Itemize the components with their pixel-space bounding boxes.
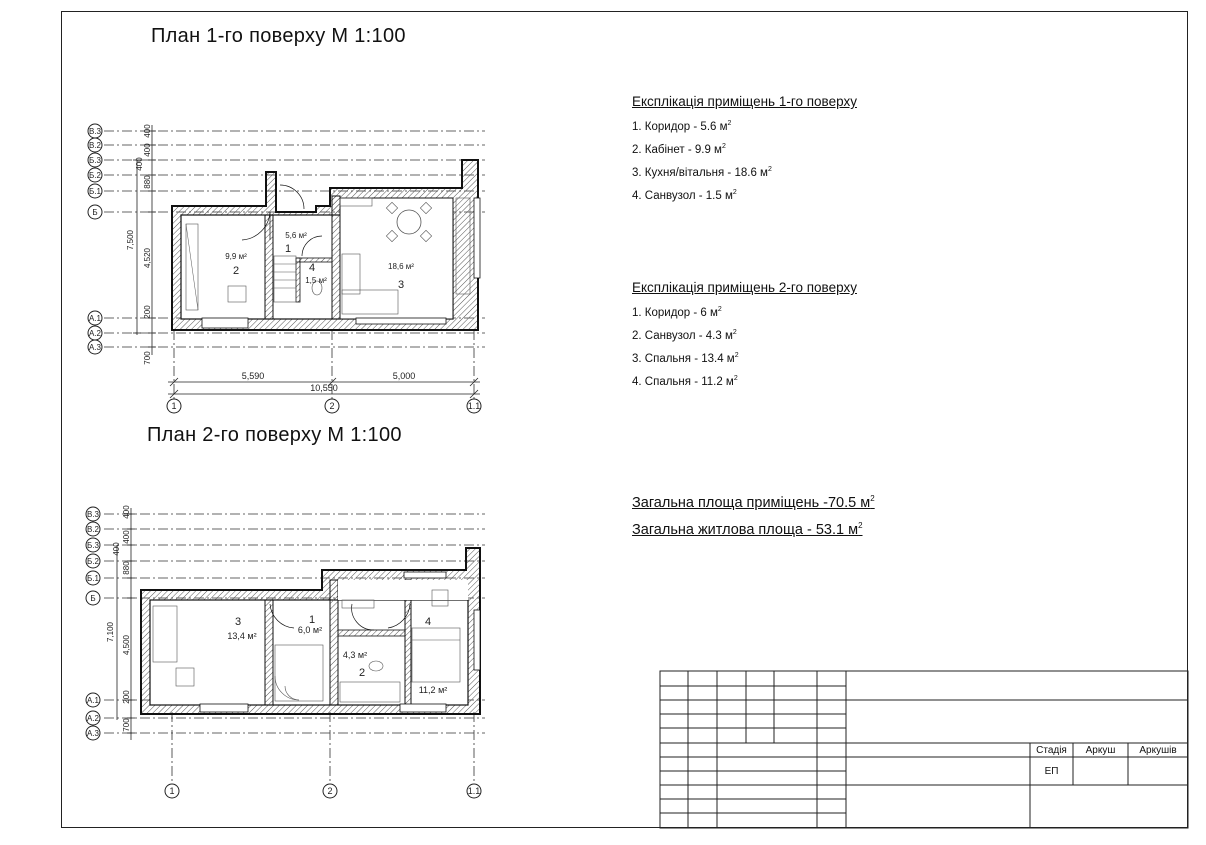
plan2-room4-number: 4 (424, 616, 432, 628)
explication1-item: 2. Кабінет - 9.9 $м^2$ (632, 143, 726, 156)
plan1-room1-area: 5,6 м² (285, 231, 307, 240)
plan1-dim-v6: 4,520 (143, 247, 152, 269)
plan1-axis-label: Б (92, 208, 98, 217)
plan1-room3-number: 3 (397, 279, 405, 291)
plan2-dim-v1: 400 (122, 505, 131, 519)
plan2-axis-bubbles-left (86, 507, 100, 740)
plan2-axis-label: 1 (169, 786, 175, 796)
plan1-room2-number: 2 (232, 265, 240, 277)
plan2-axis-label: В.3 (86, 510, 100, 519)
plan1-axis-label: А.3 (88, 343, 102, 352)
plan2-axis-label: Б.2 (87, 557, 99, 566)
stamp-stage-value: ЕП (1044, 766, 1059, 777)
plan2-axis-label: Б.3 (87, 541, 99, 550)
explication1-item: 3. Кухня/вітальня - 18.6 $м^2$ (632, 166, 772, 179)
plan1-axis-label: Б.1 (89, 187, 101, 196)
plan1-axis-label: Б.3 (89, 156, 101, 165)
plan1-title: План 1-го поверху М 1:100 (151, 25, 406, 47)
plan2-axis-label: А.3 (86, 729, 100, 738)
plan2-room3-area: 13,4 м² (227, 631, 257, 641)
plan1-room3-area: 18,6 м² (388, 262, 414, 271)
plan1-axis-label: 1 (171, 401, 177, 411)
explication2-item: 3. Спальня - 13.4 $м^2$ (632, 352, 739, 365)
plan1-room4-area: 1,5 м² (305, 276, 327, 285)
plan1-axis-label: 1.1 (467, 401, 481, 411)
plan1-dim-v4: 880 (143, 175, 152, 189)
plan2-dim-v8: 700 (122, 718, 131, 732)
plan2-axis-label: В.2 (86, 525, 100, 534)
explication2-heading: Експлікація приміщень 2-го поверху (632, 280, 857, 295)
plan2-dim-v4: 880 (122, 561, 131, 575)
plan1-axis-label: Б.2 (89, 171, 101, 180)
explication2-item: 1. Коридор - 6 $м^2$ (632, 306, 722, 319)
plan2-dim-v7: 200 (122, 690, 131, 704)
explication1-item: 1. Коридор - 5.6 $м^2$ (632, 120, 732, 133)
plan1-dim-v5: 7,500 (126, 229, 135, 251)
plan1-dim-v1: 400 (143, 124, 152, 138)
plan2-room4-area: 11,2 м² (418, 685, 448, 695)
plan2-axis-label: А.2 (86, 714, 100, 723)
plan1-axis-label: В.3 (88, 127, 102, 136)
plan1-axis-label: В.2 (88, 141, 102, 150)
plan1-axis-label: А.2 (88, 329, 102, 338)
plan1-dim-v2: 400 (143, 143, 152, 157)
plan1-walls (172, 160, 480, 330)
plan2-axis-label: Б.1 (87, 574, 99, 583)
living-area: Загальна житлова площа - 53.1 $м^2$ (632, 521, 863, 538)
explication2-item: 4. Спальня - 11.2 $м^2$ (632, 375, 738, 388)
plan2-room1-area: 6,0 м² (297, 625, 323, 635)
plan1-axis-label: 2 (329, 401, 335, 411)
stamp-sheet-header: Аркуш (1085, 745, 1116, 756)
plan1-dim-v8: 700 (143, 351, 152, 365)
explication2-item: 2. Санвузол - 4.3 $м^2$ (632, 329, 737, 342)
plan1-axis-bubbles-bottom (167, 399, 481, 413)
plan1-room4-number: 4 (308, 262, 316, 274)
plan2-axis-label: Б (90, 594, 96, 603)
plan2-room2-area: 4,3 м² (342, 650, 368, 660)
plan2-axis-bubbles-bottom (165, 784, 481, 798)
plan2-axis-label: А.1 (86, 696, 100, 705)
plan1-dim-h2: 5,000 (392, 371, 416, 381)
stamp-sheets-header: Аркушів (1139, 745, 1177, 756)
plan1-axis-label: А.1 (88, 314, 102, 323)
plan1-room1-number: 1 (284, 243, 292, 255)
explication1-item: 4. Санвузол - 1.5 $м^2$ (632, 189, 737, 202)
plan2-dim-v6: 4,500 (122, 634, 131, 656)
plan1-dim-h1: 5,590 (241, 371, 265, 381)
plan1-room2-area: 9,9 м² (225, 252, 247, 261)
plan2-room1-number: 1 (308, 614, 316, 626)
plan2-title: План 2-го поверху М 1:100 (147, 424, 402, 446)
plan1-dim-v7: 200 (143, 305, 152, 319)
plan2-room2-number: 2 (358, 667, 366, 679)
plan2-dim-v2: 400 (122, 530, 131, 544)
plan2-axis-label: 1.1 (467, 786, 481, 796)
explication1-heading: Експлікація приміщень 1-го поверху (632, 94, 857, 109)
plan2-axis-label: 2 (327, 786, 333, 796)
stamp-stage-header: Стадія (1036, 745, 1067, 756)
plan1-dim-h3: 10,550 (310, 383, 338, 393)
plan2-dim-v3: 400 (112, 542, 121, 556)
plan1-axis-bubbles-left (88, 124, 102, 354)
plan2-room3-number: 3 (234, 616, 242, 628)
total-area: Загальна площа приміщень -70.5 $м^2$ (632, 494, 875, 511)
plan2-dim-v5: 7,100 (106, 621, 115, 643)
plan1-dim-v3: 400 (135, 157, 144, 171)
